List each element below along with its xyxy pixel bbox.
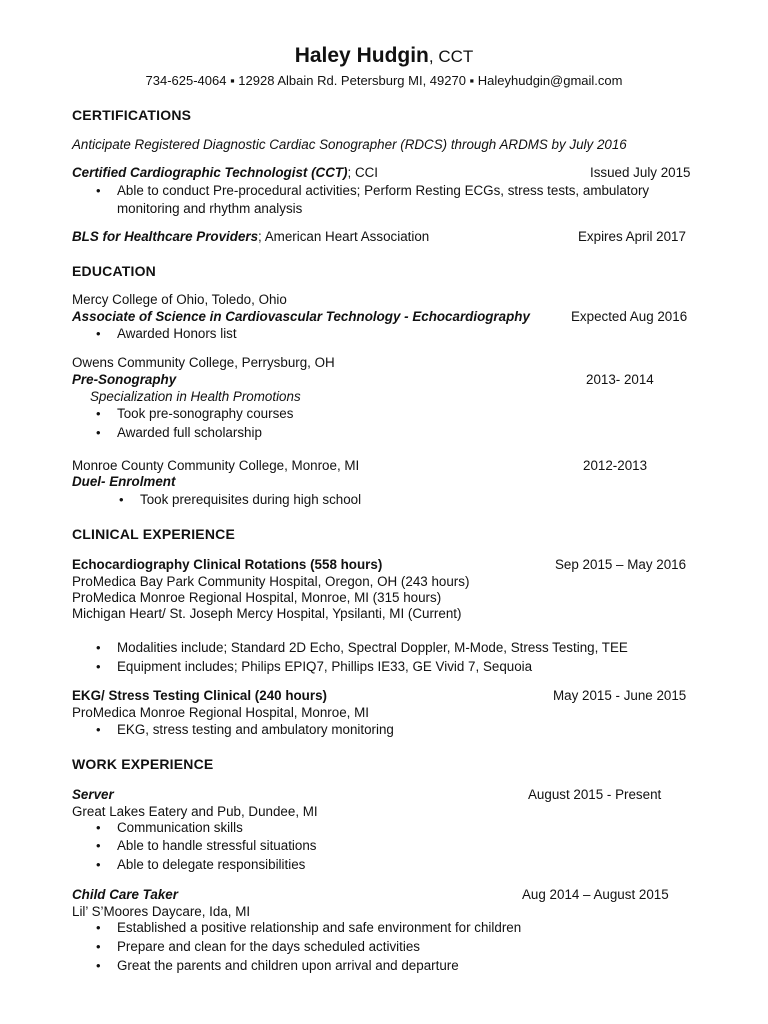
ekg-clinical-site: ProMedica Monroe Regional Hospital, Monroe, MI (72, 705, 369, 720)
owens-specialization: Specialization in Health Promotions (90, 389, 301, 404)
echo-rotations-date: Sep 2015 – May 2016 (555, 557, 687, 572)
cct-entry-title (72, 164, 378, 181)
echo-site-3: Michigan Heart/ St. Joseph Mercy Hospital, Ypsilanti, MI (Current) (72, 606, 462, 621)
owens-bullet-1: • Took pre-sonography courses (117, 405, 293, 422)
ekg-clinical-date: May 2015 - June 2015 (553, 688, 687, 703)
server-bullet-1: • Communication skills (117, 819, 243, 836)
cct-date: Issued July 2015 (590, 165, 691, 180)
monroe-school: Monroe County Community College, Monroe, MI (72, 458, 360, 473)
echo-bullet-2: • Equipment includes; Philips EPIQ7, Phillips IE33, GE Vivid 7, Sequoia (117, 658, 532, 675)
contact-info: 734-625-4064 ▪ 12928 Albain Rd. Petersburg MI, 49270 ▪ Haleyhudgin@gmail.com (145, 73, 623, 88)
server-date: August 2015 - Present (528, 787, 662, 802)
resume-credential: , CCT (428, 47, 474, 66)
echo-bullet-1: • Modalities include; Standard 2D Echo, Spectral Doppler, M-Mode, Stress Testing, TEE (117, 639, 628, 656)
childcare-bullet-3: • Great the parents and children upon arrival and departure (117, 957, 459, 974)
certification-intro: Anticipate Registered Diagnostic Cardiac Sonographer (RDCS) through ARDMS by July 2016 (72, 137, 627, 152)
childcare-place: Lil’ S’Moores Daycare, Ida, MI (72, 904, 251, 919)
bls-org: ; American Heart Association (258, 229, 430, 244)
echo-site-1: ProMedica Bay Park Community Hospital, Oregon, OH (243 hours) (72, 574, 470, 589)
monroe-program: Duel- Enrolment (72, 474, 176, 489)
mercy-bullet: • Awarded Honors list (117, 325, 237, 342)
server-bullet-2: • Able to handle stressful situations (117, 837, 317, 854)
bls-title: BLS for Healthcare Providers (72, 229, 259, 244)
bls-date: Expires April 2017 (578, 229, 686, 244)
cct-org: ; CCI (347, 165, 379, 180)
echo-site-2: ProMedica Monroe Regional Hospital, Monroe, MI (315 hours) (72, 590, 442, 605)
work-heading: WORK EXPERIENCE (72, 756, 214, 772)
cct-bullet-1: • Able to conduct Pre-procedural activities; Perform Resting ECGs, stress tests, ambulatory (117, 182, 649, 199)
clinical-heading: CLINICAL EXPERIENCE (72, 526, 236, 542)
owens-bullet-2: • Awarded full scholarship (117, 424, 262, 441)
ekg-clinical-title: EKG/ Stress Testing Clinical (240 hours) (72, 688, 327, 703)
cct-title: Certified Cardiographic Technologist (CCT) (72, 165, 348, 180)
server-title: Server (72, 787, 114, 802)
childcare-date: Aug 2014 – August 2015 (522, 887, 669, 902)
childcare-title: Child Care Taker (72, 887, 178, 902)
mercy-school: Mercy College of Ohio, Toledo, Ohio (72, 292, 287, 307)
resume-name: Haley Hudgin (294, 44, 429, 67)
mercy-date: Expected Aug 2016 (571, 309, 688, 324)
bls-entry-title (72, 228, 429, 245)
server-bullet-3: • Able to delegate responsibilities (117, 856, 305, 873)
cct-bullet-1-continued: monitoring and rhythm analysis (117, 201, 303, 216)
owens-program: Pre-Sonography (72, 372, 177, 387)
owens-date: 2013- 2014 (586, 372, 654, 387)
echo-rotations-title: Echocardiography Clinical Rotations (558 hours) (72, 557, 383, 572)
owens-school: Owens Community College, Perrysburg, OH (72, 355, 335, 370)
education-heading: EDUCATION (72, 263, 156, 279)
monroe-bullet: • Took prerequisites during high school (140, 491, 361, 508)
monroe-date: 2012-2013 (583, 458, 648, 473)
childcare-bullet-2: • Prepare and clean for the days scheduled activities (117, 938, 420, 955)
server-place: Great Lakes Eatery and Pub, Dundee, MI (72, 804, 318, 819)
childcare-bullet-1: • Established a positive relationship and safe environment for children (117, 919, 521, 936)
certifications-heading: CERTIFICATIONS (72, 107, 192, 123)
mercy-degree: Associate of Science in Cardiovascular Technology - Echocardiography (72, 309, 530, 324)
resume-name-line (0, 44, 768, 67)
ekg-clinical-bullet: • EKG, stress testing and ambulatory monitoring (117, 721, 394, 738)
